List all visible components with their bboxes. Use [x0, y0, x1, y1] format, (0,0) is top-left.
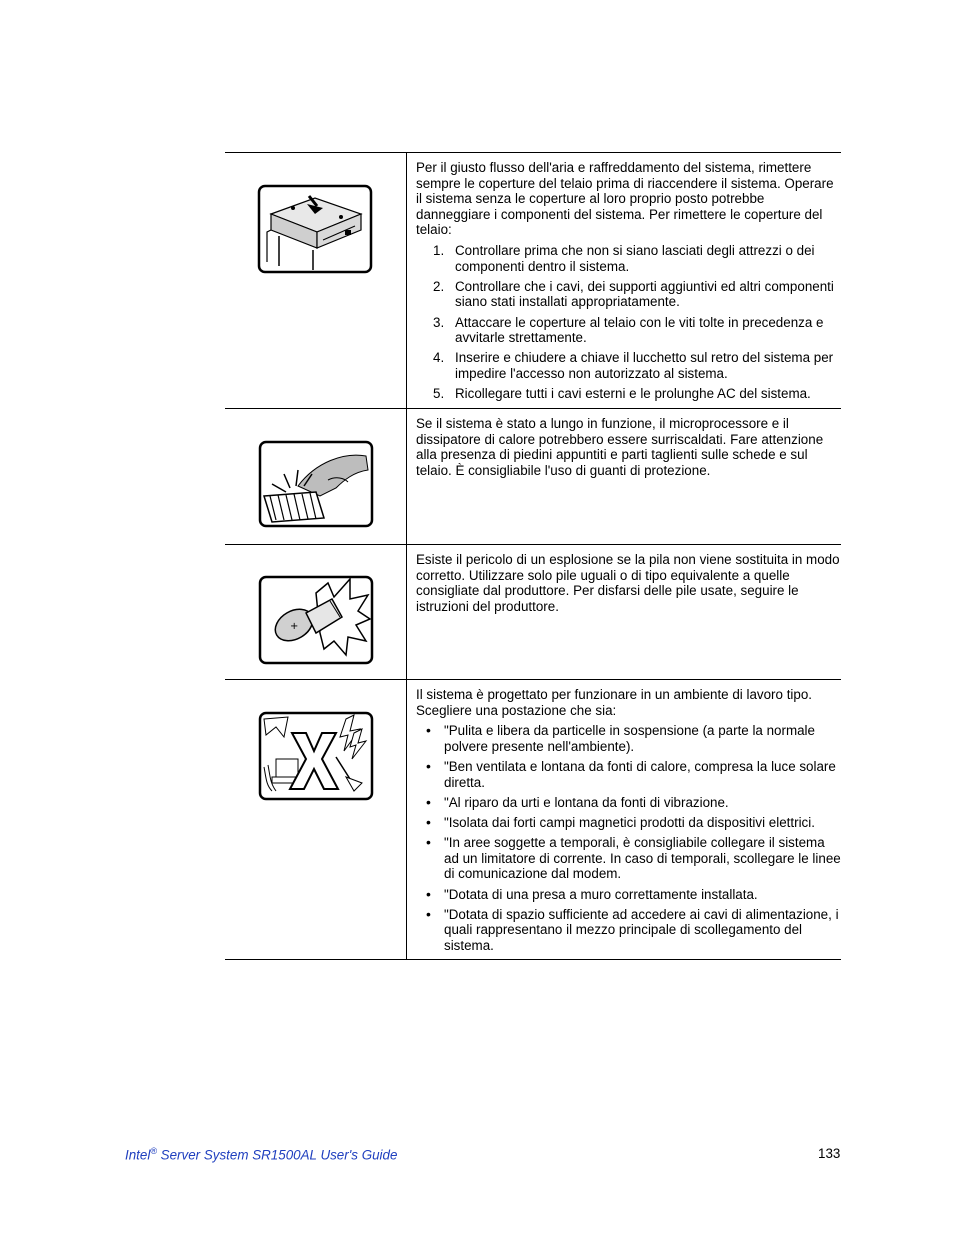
row-intro: Il sistema è progettato per funzionare in un ambiente di lavoro tipo. Scegliere una postazione che sia:	[416, 687, 812, 718]
step-text: Controllare che i cavi, dei supporti aggiuntivi ed altri componenti siano stati installati appropriatamente.	[455, 278, 834, 310]
hot-heatsink-icon	[258, 440, 374, 530]
step-text: Inserire e chiudere a chiave il lucchetto sul retro del sistema per impedire l'accesso non autorizzato al sistema.	[455, 350, 834, 381]
list-item	[416, 350, 841, 381]
icon-cell	[225, 680, 407, 959]
table-row	[225, 545, 841, 680]
bullet-icon: •	[426, 722, 431, 739]
safety-table	[225, 152, 841, 960]
bullet-icon: •	[426, 885, 431, 902]
step-text: Attaccare le coperture al telaio con le viti tolte in precedenza e avvitarle strettamente.	[455, 314, 824, 346]
table-row	[225, 153, 841, 409]
step-number: 5.	[433, 386, 445, 402]
list-item	[416, 835, 841, 882]
step-number: 3.	[433, 314, 445, 330]
footer-brand: Intel	[125, 1147, 151, 1163]
row-intro: Esiste il pericolo di un esplosione se la pila non viene sostituita in modo corretto. Utilizzare solo pile uguali o di tipo equivalente a quelle consigliate dal produttore. Per disfarsi delle pile usate, seguire le istruzioni del produttore.	[416, 552, 840, 614]
list-item	[416, 279, 841, 310]
list-item	[416, 759, 841, 790]
text-cell	[407, 680, 841, 959]
environment-hazards-icon	[258, 711, 374, 801]
step-number: 4.	[433, 350, 445, 366]
bullet-icon: •	[426, 905, 431, 922]
bullet-text: "Pulita e libera da particelle in sospensione (a parte la normale polvere presente nell'ambiente).	[444, 723, 815, 754]
step-text: Controllare prima che non si siano lasciati degli attrezzi o dei componenti dentro il sistema.	[455, 242, 815, 274]
list-item	[416, 386, 841, 402]
svg-text:+: +	[289, 621, 298, 632]
bullet-text: "Ben ventilata e lontana da fonti di calore, compresa la luce solare diretta.	[444, 758, 836, 790]
list-item	[416, 887, 841, 903]
table-row	[225, 680, 841, 960]
bullet-icon: •	[426, 757, 431, 774]
server-chassis-cover-icon	[257, 184, 375, 276]
bullet-list	[416, 723, 841, 953]
footer-guide-title: Server System SR1500AL User's Guide	[156, 1147, 398, 1163]
bullet-text: "Al riparo da urti e lontana da fonti di vibrazione.	[444, 794, 729, 810]
page-number: 133	[818, 1146, 841, 1161]
icon-cell	[225, 153, 407, 408]
bullet-text: "Dotata di una presa a muro correttamente installata.	[444, 886, 758, 902]
text-cell	[407, 409, 841, 544]
steps-list	[416, 243, 841, 402]
table-row	[225, 409, 841, 545]
battery-explosion-icon	[258, 575, 374, 665]
bullet-icon: •	[426, 834, 431, 851]
registered-mark: ®	[150, 1146, 157, 1156]
bullet-icon: •	[426, 793, 431, 810]
step-number: 1.	[433, 242, 445, 258]
bullet-text: "Isolata dai forti campi magnetici prodotti da dispositivi elettrici.	[444, 814, 815, 830]
footer-title	[125, 1146, 397, 1162]
row-intro: Per il giusto flusso dell'aria e raffreddamento del sistema, rimettere sempre le coperture del telaio prima di riaccendere il sistema. Operare il sistema senza le coperture al loro proprio posto potrebbe danneggiare i componenti del sistema. Per rimettere le coperture del telaio:	[416, 160, 834, 238]
list-item	[416, 815, 841, 831]
list-item	[416, 315, 841, 346]
bullet-icon: •	[426, 813, 431, 830]
list-item	[416, 907, 841, 954]
list-item	[416, 723, 841, 754]
text-cell	[407, 545, 841, 679]
bullet-text: "In aree soggette a temporali, è consigliabile collegare il sistema ad un limitatore di corrente. In caso di temporali, scollegare le linee di comunicazione dal modem.	[444, 835, 841, 882]
step-text: Ricollegare tutti i cavi esterni e le prolunghe AC del sistema.	[455, 386, 811, 402]
row-intro: Se il sistema è stato a lungo in funzione, il microprocessore e il dissipatore di calore potrebbero essere surriscaldati. Fare attenzione alla presenza di piedini appuntiti e parti taglienti sulle schede e sul telaio. È consigliabile l'uso di guanti di protezione.	[416, 416, 824, 478]
icon-cell	[225, 545, 407, 679]
step-number: 2.	[433, 278, 445, 294]
text-cell	[407, 153, 841, 408]
list-item	[416, 243, 841, 274]
list-item	[416, 795, 841, 811]
icon-cell	[225, 409, 407, 544]
bullet-text: "Dotata di spazio sufficiente ad accedere ai cavi di alimentazione, i quali rappresentano il mezzo principale di scollegamento del sistema.	[444, 906, 839, 953]
